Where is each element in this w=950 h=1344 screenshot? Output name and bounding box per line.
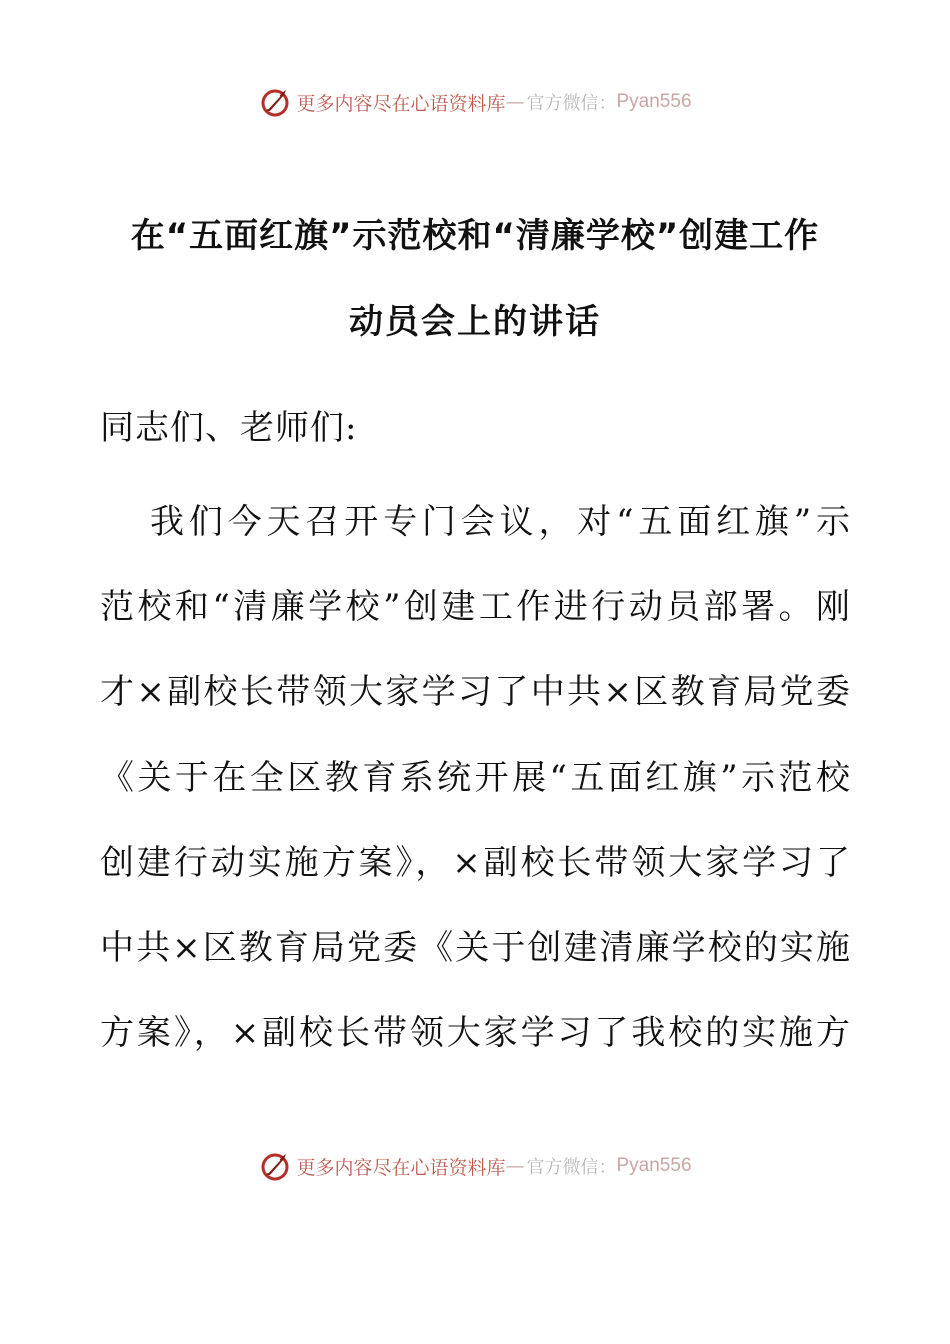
watermark-wechat-id: Pyan556 <box>616 1155 692 1176</box>
paragraph-line: 范校和“清廉学校”创建工作进行动员部署。刚 <box>100 587 850 627</box>
watermark-dash: — <box>505 91 525 113</box>
watermark-wechat-label: 官方微信： <box>526 93 617 114</box>
watermark-wechat-label: 官方微信： <box>526 1157 617 1178</box>
quill-pen-circle-icon <box>258 85 292 119</box>
document-title-line-1: 在“五面红旗”示范校和“清廉学校”创建工作 <box>130 216 820 256</box>
watermark-wechat-id: Pyan556 <box>616 91 692 112</box>
paragraph-line: 我们今天召开专门会议，对“五面红旗”示 <box>150 502 850 542</box>
header-watermark <box>0 82 950 122</box>
watermark-text: 更多内容尽在心语资料库 <box>296 1156 506 1179</box>
paragraph-line: 《关于在全区教育系统开展“五面红旗”示范校 <box>100 758 850 798</box>
salutation: 同志们、老师们: <box>100 408 358 448</box>
document-title-line-2: 动员会上的讲话 <box>349 302 601 342</box>
paragraph-line: 方案》，×副校长带领大家学习了我校的实施方 <box>100 1013 850 1053</box>
watermark-text: 更多内容尽在心语资料库 <box>296 92 506 115</box>
paragraph-line: 才×副校长带领大家学习了中共×区教育局党委 <box>100 672 850 712</box>
footer-watermark <box>0 1146 950 1186</box>
watermark-dash: — <box>505 1155 525 1177</box>
paragraph-line: 中共×区教育局党委《关于创建清廉学校的实施 <box>100 928 850 968</box>
quill-pen-circle-icon <box>258 1149 292 1183</box>
paragraph-line: 创建行动实施方案》，×副校长带领大家学习了 <box>100 843 850 883</box>
